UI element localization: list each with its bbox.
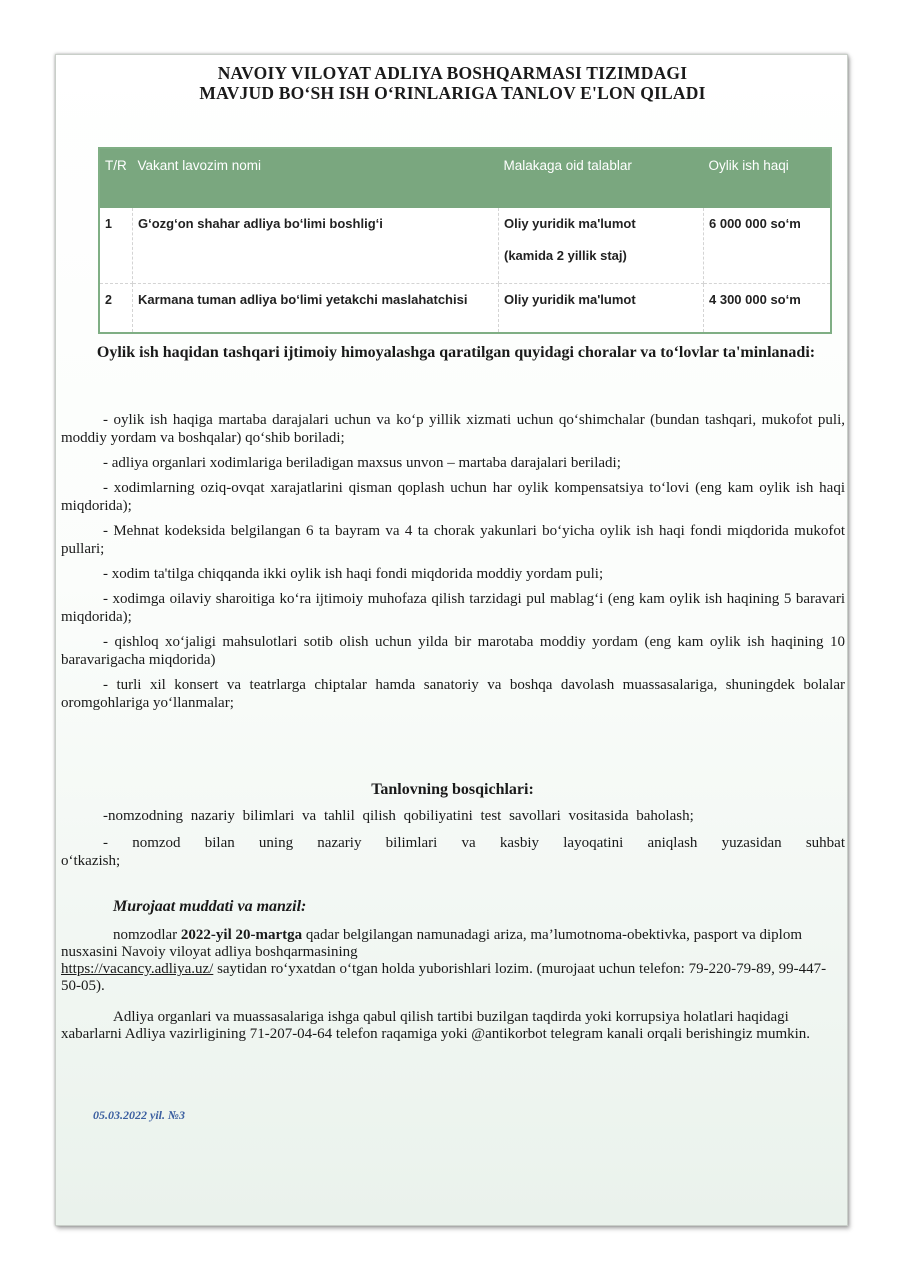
deadline-text-start: nomzodlar xyxy=(113,927,181,943)
requirement-text: Oliy yuridik ma'lumot xyxy=(504,216,636,231)
deadline-paragraph xyxy=(61,927,836,995)
deadline-section xyxy=(61,927,836,1057)
row-requirement xyxy=(499,208,704,284)
header-number: T/R xyxy=(99,148,133,208)
header-salary: Oylik ish haqi xyxy=(704,148,832,208)
benefit-item: - qishloq xo‘jaligi mahsulotlari sotib olish uchun yilda bir marotaba moddiy yordam (eng kam oylik ish haqining 10 baravarigacha miqdorida) xyxy=(61,634,845,668)
document-stamp: 05.03.2022 yil. №3 xyxy=(93,1108,185,1122)
announcement-page xyxy=(55,54,848,1226)
row-number: 2 xyxy=(99,284,133,334)
stage-item: - nomzod bilan uning nazariy bilimlari va kasbiy layoqatini aniqlash yuzasidan suhbat o‘tkazish; xyxy=(61,835,845,869)
deadline-date: 2022-yil 20-martga xyxy=(180,927,303,943)
page-title xyxy=(56,63,849,103)
stages-list xyxy=(61,807,845,879)
title-line-1: NAVOIY VILOYAT ADLIYA BOSHQARMASI TIZIMDAGI xyxy=(217,63,688,83)
benefits-list xyxy=(61,411,845,719)
benefits-heading: Oylik ish haqidan tashqari ijtimoiy himoyalashga qaratilgan quyidagi choralar va to‘lovlar ta'minlanadi: xyxy=(96,344,816,361)
row-requirement: Oliy yuridik ma'lumot xyxy=(499,284,704,334)
title-line-2: MAVJUD BO‘SH ISH O‘RINLARIGA TANLOV E'LON QILADI xyxy=(199,83,706,103)
header-requirements: Malakaga oid talablar xyxy=(499,148,704,208)
stage-item: -nomzodning nazariy bilimlari va tahlil qilish qobiliyatini test savollari vositasida baholash; xyxy=(103,808,694,824)
deadline-text-end: saytidan ro‘yxatdan o‘tgan holda yuborishlari lozim. (murojaat uchun telefon: 79-220-79-89, 99-447-50-05). xyxy=(61,961,827,994)
row-number: 1 xyxy=(99,208,133,284)
deadline-heading: Murojaat muddati va manzil: xyxy=(113,898,307,915)
deadline-text-mid: qadar belgilangan namunadagi ariza, ma’lumotnoma-obektivka, pasport va diplom nusxasini Navoiy viloyat adliya boshqarmasining xyxy=(61,927,802,960)
vacancy-table xyxy=(98,147,832,334)
vacancy-site-link[interactable]: https://vacancy.adliya.uz/ xyxy=(61,961,214,977)
row-salary: 6 000 000 so‘m xyxy=(704,208,832,284)
requirement-note: (kamida 2 yillik staj) xyxy=(504,248,627,263)
benefit-item: - xodimga oilaviy sharoitiga ko‘ra ijtimoiy muhofaza qilish tarzidagi pul mablag‘i (eng kam oylik ish haqining 5 baravari miqdorida); xyxy=(61,591,845,625)
benefit-item: - Mehnat kodeksida belgilangan 6 ta bayram va 4 ta chorak yakunlari bo‘yicha oylik ish haqi fondi miqdorida mukofot pullari; xyxy=(61,523,845,557)
benefit-item: - turli xil konsert va teatrlarga chiptalar hamda sanatoriy va boshqa davolash muassasalariga, shuningdek bolalar oromgohlariga yo‘llanmalar; xyxy=(61,677,845,711)
benefit-item: - oylik ish haqiga martaba darajalari uchun va ko‘p yillik xizmati uchun qo‘shimchalar (bundan tashqari, mukofot puli, moddiy yordam va boshqalar) qo‘shib boriladi; xyxy=(61,412,845,446)
header-position: Vakant lavozim nomi xyxy=(133,148,499,208)
row-salary: 4 300 000 so‘m xyxy=(704,284,832,334)
table-header-row xyxy=(99,148,831,208)
stages-heading: Tanlovning bosqichlari: xyxy=(371,781,534,798)
table-row xyxy=(99,284,831,334)
anticorruption-paragraph: Adliya organlari va muassasalariga ishga qabul qilish tartibi buzilgan taqdirda yoki korrupsiya holatlari haqidagi xabarlarni Adliya vazirligining 71-207-04-64 telefon raqamiga yoki @antikorbot telegram kanali orqali berishingiz mumkin. xyxy=(61,1009,811,1042)
table-row xyxy=(99,208,831,284)
benefit-item: - xodim ta'tilga chiqqanda ikki oylik ish haqi fondi miqdorida moddiy yordam puli; xyxy=(103,566,604,582)
benefit-item: - xodimlarning oziq-ovqat xarajatlarini qisman qoplash uchun har oylik kompensatsiya to‘lovi (eng kam oylik ish haqi miqdorida); xyxy=(61,480,845,514)
row-position: G‘ozg‘on shahar adliya bo‘limi boshlig‘i xyxy=(133,208,499,284)
row-position: Karmana tuman adliya bo‘limi yetakchi maslahatchisi xyxy=(133,284,499,334)
benefit-item: - adliya organlari xodimlariga beriladigan maxsus unvon – martaba darajalari beriladi; xyxy=(103,455,621,471)
